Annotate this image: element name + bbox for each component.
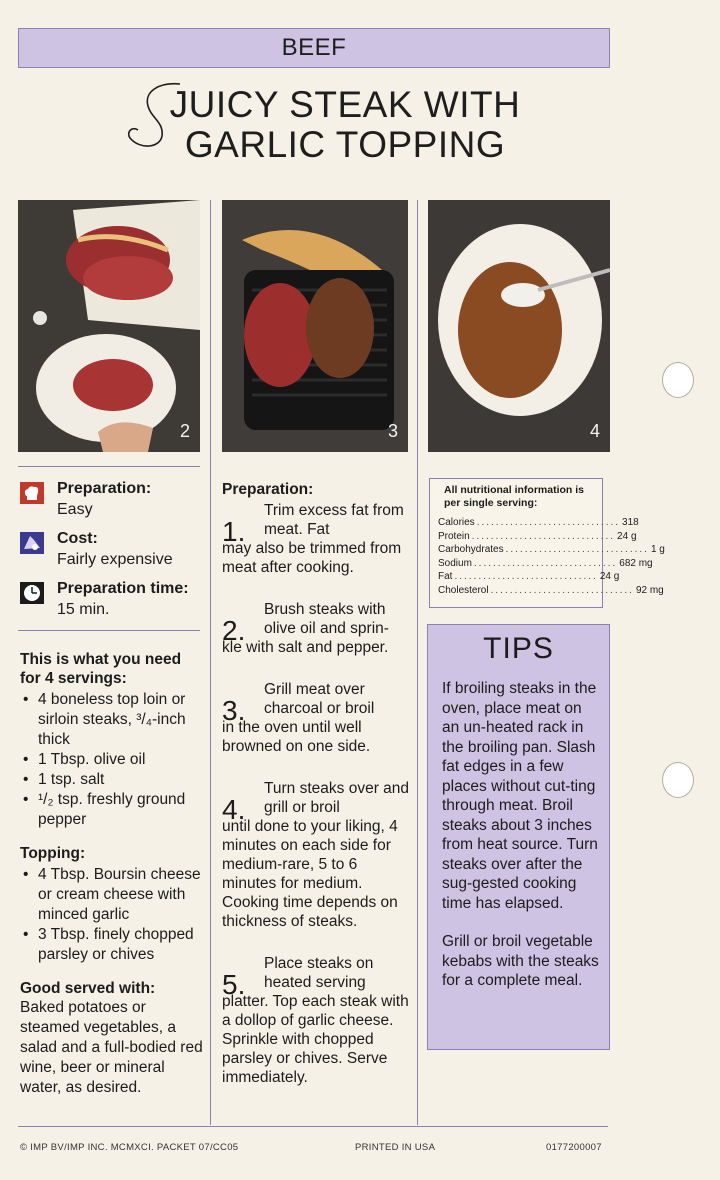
nutrient-name: Protein: [438, 530, 470, 542]
title-line-2: GARLIC TOPPING: [184, 124, 506, 165]
info-difficulty: [20, 480, 210, 524]
step-2: [222, 600, 410, 657]
list-item: • 1 Tbsp. olive oil: [20, 750, 205, 770]
ingredients-column: [20, 650, 205, 1098]
step-text: platter. Top each steak with a dollop of garlic cheese. Sprinkle with chopped parsley or chives. Serve immediately.: [222, 993, 409, 1086]
topping-heading: Topping:: [20, 845, 86, 862]
step-text-start: Grill meat over charcoal or broil: [264, 681, 375, 717]
time-value: 15 min.: [57, 601, 110, 618]
preparation-value: Easy: [57, 501, 93, 518]
ingredients-heading: This is what you need for 4 servings:: [20, 651, 182, 687]
footer-copyright: © IMP BV/IMP INC. MCMXCI. PACKET 07/CC05: [20, 1142, 239, 1153]
step-4: [222, 779, 410, 931]
nutrition-box: [429, 478, 665, 608]
tips-box: [427, 624, 610, 1050]
step-text-start: Turn steaks over and grill or broil: [264, 780, 410, 816]
photo-served-platter: [428, 200, 610, 452]
nutrient-value: 682 mg: [619, 557, 653, 569]
column-divider-right: [417, 200, 418, 1125]
list-item: • 1 tsp. salt: [20, 770, 205, 790]
step-text-start: Place steaks on heated serving: [264, 955, 374, 991]
section-rule: [18, 630, 200, 631]
cost-value: Fairly expensive: [57, 551, 173, 568]
step-number: 2.: [222, 615, 246, 646]
preparation-label: Preparation:: [57, 480, 152, 497]
nutrient-name: Carbohydrates: [438, 544, 504, 556]
cost-wallet-icon: [20, 532, 44, 554]
clock-icon: [20, 582, 44, 604]
step-number: 5.: [222, 969, 246, 1000]
nutrition-row: Carbohydrates .............................. 1 g: [438, 544, 665, 556]
info-time: [20, 580, 210, 624]
step-number: 3.: [222, 695, 246, 726]
time-label: Preparation time:: [57, 580, 189, 597]
list-item: • ¹/₂ tsp. freshly ground pepper: [20, 790, 205, 830]
photo-number: 3: [387, 421, 398, 441]
step-text: in the oven until well browned on one side.: [222, 719, 371, 755]
step-1: [222, 501, 410, 577]
info-cost: [20, 530, 210, 574]
nutrient-name: Fat: [438, 571, 453, 583]
step-number: 1.: [222, 516, 246, 547]
photo-number: 4: [589, 421, 600, 441]
topping-list: [20, 865, 205, 965]
tips-paragraph: Grill or broil vegetable kebabs with the steaks for a complete meal.: [442, 933, 599, 989]
nutrient-value: 1 g: [650, 544, 665, 556]
nutrient-value: 24 g: [599, 571, 620, 583]
nutrition-heading: All nutritional information is per single serving:: [444, 484, 584, 509]
step-text: kle with salt and pepper.: [222, 639, 389, 656]
step-text-start: Brush steaks with olive oil and sprin-: [264, 601, 389, 637]
ingredients-list: [20, 690, 205, 830]
step-text-start: Trim excess fat from meat. Fat: [264, 502, 404, 538]
served-with-text: Baked potatoes or steamed vegetables, a salad and a full-bodied red wine, beer or mineral water, as desired.: [20, 999, 203, 1096]
step-text: until done to your liking, 4 minutes on each side for medium-rare, 5 to 6 minutes for medium. Cooking time depends on thickness of steaks.: [222, 818, 398, 930]
list-item: • 4 boneless top loin or sirloin steaks, ³/₄-inch thick: [20, 690, 205, 750]
nutrient-value: 24 g: [617, 530, 637, 542]
recipe-title: [110, 85, 580, 165]
tips-title: TIPS: [483, 632, 554, 665]
category-banner: BEEF: [18, 28, 610, 68]
nutrition-row: Calories .............................. 318: [438, 517, 639, 528]
preparation-heading: Preparation:: [222, 481, 314, 498]
column-divider-left: [210, 200, 211, 1125]
chef-hat-icon: [20, 482, 44, 504]
preparation-column: [222, 480, 410, 1110]
photo-number: 2: [179, 421, 190, 441]
list-item: • 3 Tbsp. finely chopped parsley or chives: [20, 925, 205, 965]
photo-grill-pan: [222, 200, 408, 452]
nutrient-value: 318: [622, 517, 639, 528]
nutrient-value: 92 mg: [635, 584, 664, 596]
binder-hole: [662, 362, 694, 398]
nutrient-name: Sodium: [438, 557, 472, 569]
nutrition-row: Cholesterol .............................. 92 mg: [438, 584, 664, 596]
step-5: [222, 954, 410, 1087]
cost-label: Cost:: [57, 530, 98, 547]
step-number: 4.: [222, 794, 246, 825]
binder-hole: [662, 762, 694, 798]
footer-code: 0177200007: [546, 1142, 602, 1153]
step-text: may also be trimmed from meat after cooking.: [222, 540, 402, 576]
nutrient-name: Cholesterol: [438, 584, 489, 596]
nutrition-row: Sodium .............................. 682 mg: [438, 557, 653, 569]
nutrient-name: Calories: [438, 517, 475, 528]
section-rule: [18, 466, 200, 467]
title-line-1: JUICY STEAK WITH: [169, 84, 521, 125]
footer-rule: [18, 1126, 608, 1127]
nutrition-row: Fat .............................. 24 g: [438, 571, 620, 583]
served-with-heading: Good served with:: [20, 980, 156, 997]
nutrition-row: Protein .............................. 24 g: [438, 530, 637, 542]
tips-paragraph: If broiling steaks in the oven, place meat on an un-heated rack in the broiling pan. Slash fat edges in a few places without cut-ting through meat. Broil steaks about 3 inches from heat source. Turn steaks over after the sug-gested cooking time has elapsed.: [442, 680, 598, 912]
list-item: • 4 Tbsp. Boursin cheese or cream cheese with minced garlic: [20, 865, 205, 925]
step-3: [222, 680, 410, 756]
footer-printed: PRINTED IN USA: [355, 1142, 436, 1153]
photo-raw-steaks: [18, 200, 200, 452]
